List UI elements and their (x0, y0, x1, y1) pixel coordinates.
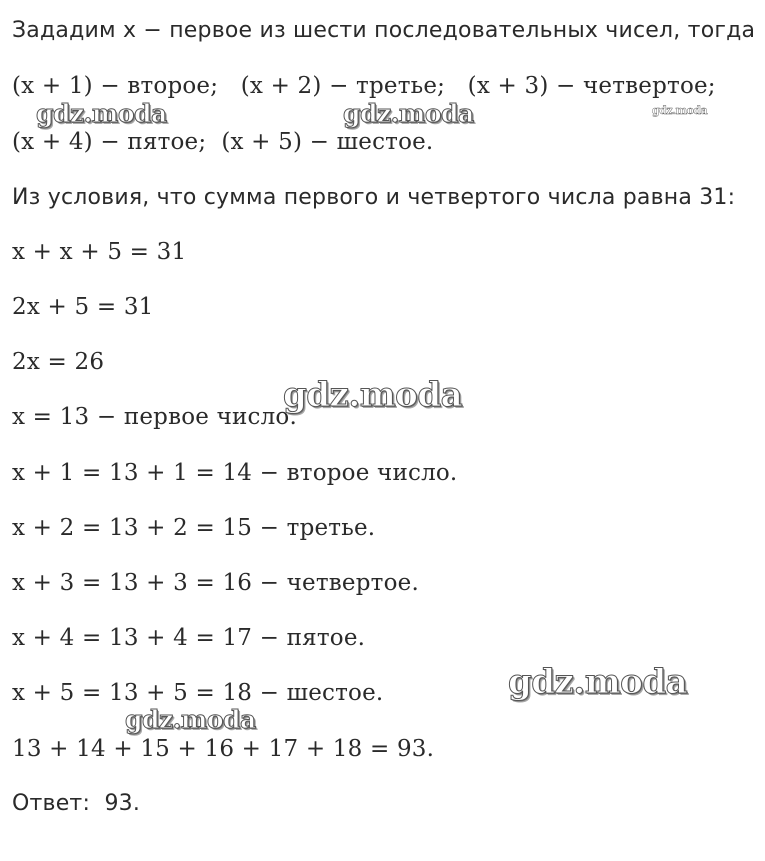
third-number-line: x + 2 = 13 + 2 = 15 − третье. (12, 515, 376, 541)
definitions-line-1: (x + 1) − второе; (x + 2) − третье; (x + 3) − четвертое; (12, 73, 716, 99)
sixth-number-line: x + 5 = 13 + 5 = 18 − шестое. (12, 680, 384, 706)
definitions-line-2: (x + 4) − пятое; (x + 5) − шестое. (12, 129, 434, 155)
answer-line: Ответ: 93. (12, 791, 141, 816)
second-number-line: x + 1 = 13 + 1 = 14 − второе число. (12, 460, 458, 486)
watermark-logo: gdz.moda (343, 99, 474, 128)
sum-line: 13 + 14 + 15 + 16 + 17 + 18 = 93. (12, 736, 435, 762)
condition-line: Из условия, что сумма первого и четвертого числа равна 31: (12, 185, 736, 210)
watermark-logo: gdz.moda (36, 99, 167, 128)
fifth-number-line: x + 4 = 13 + 4 = 17 − пятое. (12, 625, 366, 651)
fourth-number-line: x + 3 = 13 + 3 = 16 − четвертое. (12, 570, 419, 596)
equation-1: x + x + 5 = 31 (12, 239, 187, 265)
equation-2: 2x + 5 = 31 (12, 294, 154, 320)
equation-3: 2x = 26 (12, 349, 105, 375)
watermark-logo: gdz.moda (508, 662, 688, 702)
watermark-logo: gdz.moda (283, 375, 463, 415)
intro-line: Зададим x − первое из шести последовательных чисел, тогда (12, 18, 756, 43)
first-number-line: x = 13 − первое число. (12, 404, 297, 430)
watermark-logo: gdz.moda (125, 705, 256, 734)
watermark-logo: gdz.moda (652, 104, 708, 117)
